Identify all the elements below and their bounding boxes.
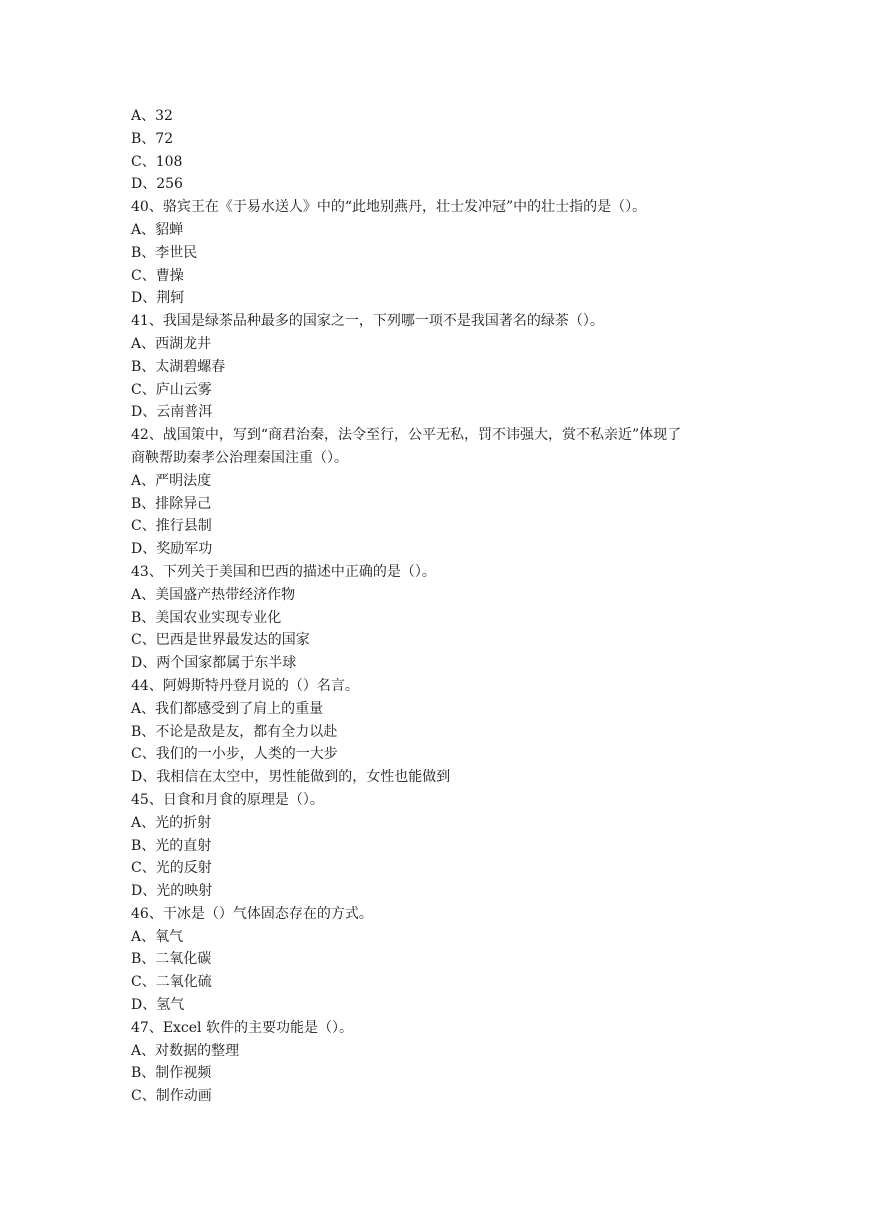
- option-line: B、李世民: [131, 244, 198, 261]
- option-line: B、光的直射: [131, 837, 212, 854]
- option-line: B、太湖碧螺春: [131, 358, 226, 375]
- option-line: B、排除异己: [131, 495, 212, 512]
- question-41: 41、我国是绿茶品种最多的国家之一，下列哪一项不是我国著名的绿茶（）。: [131, 313, 604, 330]
- option-line: A、氧气: [131, 928, 184, 945]
- question-40: 40、骆宾王在《于易水送人》中的“此地别燕丹，壮士发冲冠”中的壮士指的是（）。: [131, 199, 647, 216]
- option-line: C、制作动画: [131, 1088, 212, 1105]
- option-line: A、美国盛产热带经济作物: [131, 586, 296, 603]
- option-line: B、二氧化碳: [131, 951, 212, 968]
- option-line: A、西湖龙井: [131, 335, 212, 352]
- option-line: A、严明法度: [131, 472, 212, 489]
- option-line: D、荆轲: [131, 290, 185, 307]
- option-line: C、庐山云雾: [131, 381, 212, 398]
- question-47: 47、Excel 软件的主要功能是（）。: [131, 1019, 353, 1036]
- option-line: C、光的反射: [131, 860, 212, 877]
- option-line: B、72: [131, 130, 174, 147]
- question-43: 43、下列关于美国和巴西的描述中正确的是（）。: [131, 563, 436, 580]
- option-line: C、二氧化硫: [131, 974, 212, 991]
- option-line: D、256: [131, 176, 183, 193]
- option-line: A、光的折射: [131, 814, 212, 831]
- question-42: 42、战国策中，写到“商君治秦，法令至行，公平无私，罚不讳强大，赏不私亲近”体现了: [131, 427, 682, 444]
- option-line: D、光的映射: [131, 883, 213, 900]
- option-line: B、不论是敌是友，都有全力以赴: [131, 723, 338, 740]
- option-line: D、两个国家都属于东半球: [131, 655, 297, 672]
- option-line: D、云南普洱: [131, 404, 213, 421]
- option-line: C、我们的一小步，人类的一大步: [131, 746, 338, 763]
- question-44: 44、阿姆斯特丹登月说的（）名言。: [131, 677, 359, 694]
- option-line: D、氢气: [131, 997, 185, 1014]
- question-42-continued: 商鞅帮助秦孝公治理秦国注重（）。: [131, 449, 348, 466]
- question-45: 45、日食和月食的原理是（）。: [131, 791, 324, 808]
- option-line: B、制作视频: [131, 1065, 212, 1082]
- question-46: 46、干冰是（）气体固态存在的方式。: [131, 905, 373, 922]
- question-list: [131, 105, 771, 1108]
- option-line: B、美国农业实现专业化: [131, 609, 282, 626]
- option-line: C、推行县制: [131, 518, 212, 535]
- option-line: C、108: [131, 153, 183, 170]
- option-line: A、对数据的整理: [131, 1042, 240, 1059]
- option-line: A、32: [131, 108, 173, 124]
- option-line: A、我们都感受到了肩上的重量: [131, 700, 324, 717]
- option-line: D、我相信在太空中，男性能做到的，女性也能做到: [131, 769, 451, 786]
- option-line: D、奖励军功: [131, 541, 213, 558]
- option-line: C、巴西是世界最发达的国家: [131, 632, 310, 649]
- option-line: A、貂蝉: [131, 221, 184, 238]
- option-line: C、曹操: [131, 267, 184, 284]
